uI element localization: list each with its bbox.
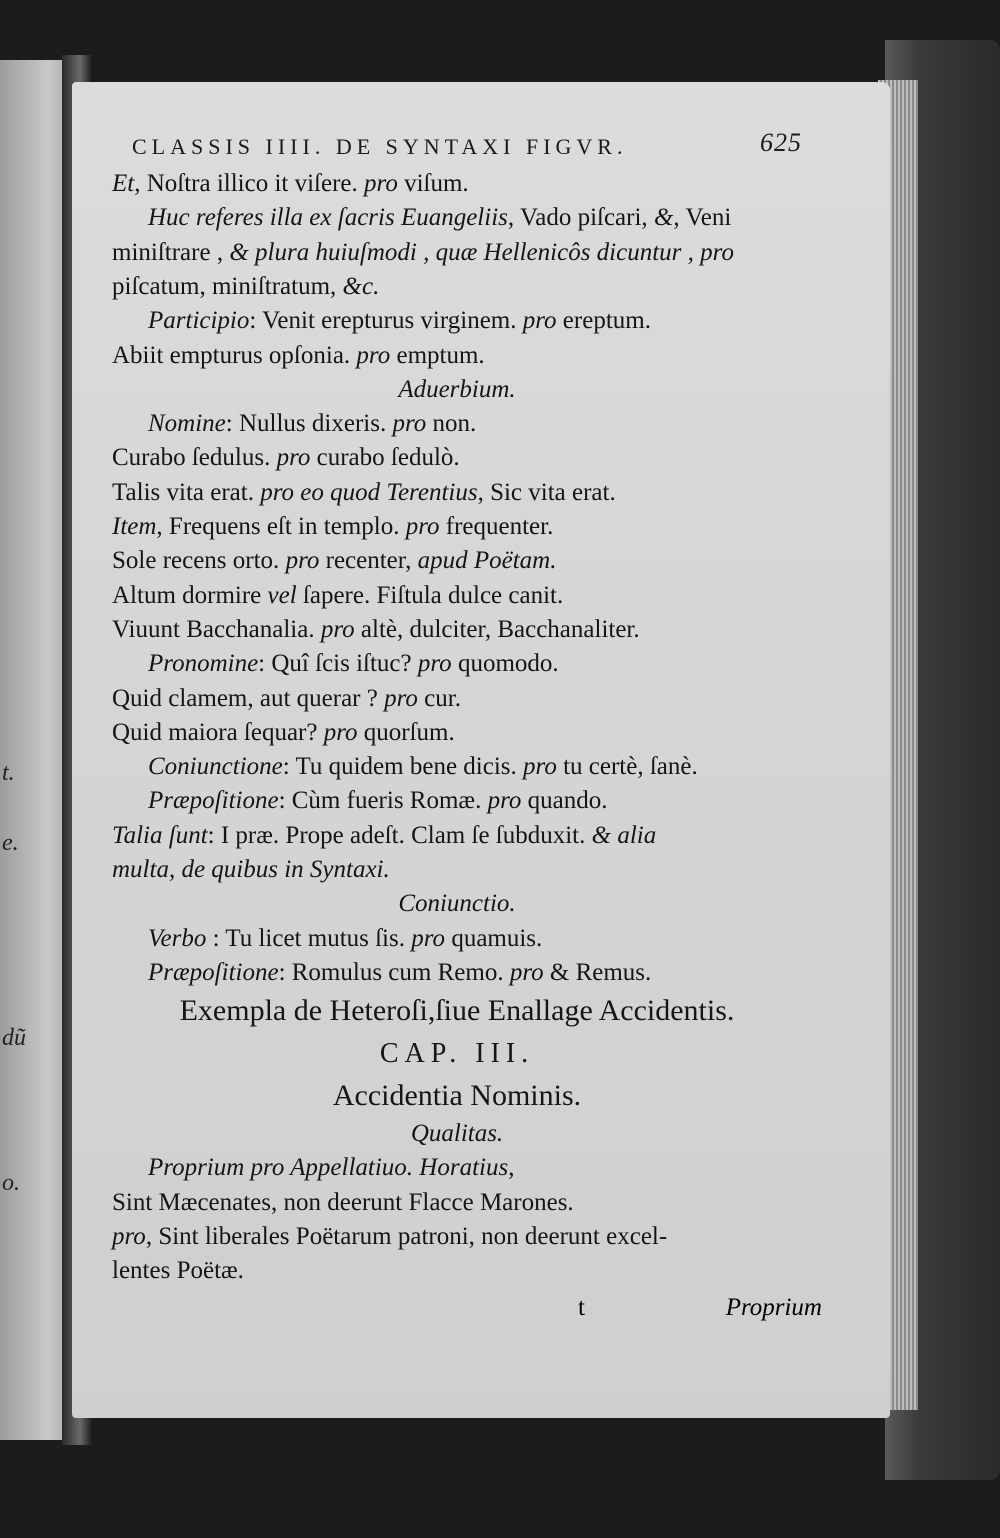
italic-run: Qualitas. xyxy=(410,1120,504,1148)
text-run: : Quî ſcis iſtuc? xyxy=(258,650,418,678)
text-run: quomodo. xyxy=(451,650,559,678)
italic-run: Proprium pro Appellatiuo. Horatius xyxy=(148,1154,509,1182)
text-line xyxy=(112,820,802,852)
text-run: : I præ. Prope adeſt. Clam ſe ſubduxit. xyxy=(207,821,592,849)
text-run: , Vado piſcari, xyxy=(507,204,654,232)
text-line xyxy=(112,888,802,920)
text-run: curabo ſedulò. xyxy=(310,444,460,472)
text-run: quamuis. xyxy=(445,924,543,952)
left-margin-fragment: dũ xyxy=(2,1025,26,1051)
text-line xyxy=(112,1038,802,1070)
text-run: tu certè, ſanè. xyxy=(556,753,698,781)
italic-run: Participio xyxy=(148,307,250,335)
text-line xyxy=(112,168,802,200)
left-margin-fragment: e. xyxy=(2,830,19,856)
italic-run: pro xyxy=(285,547,320,575)
signature-mark: t xyxy=(578,1294,585,1321)
italic-run: & alia xyxy=(591,821,657,849)
text-line xyxy=(112,854,802,886)
text-run: Quid clamem, aut querar ? xyxy=(112,684,385,712)
text-run: : Nullus dixeris. xyxy=(225,410,393,438)
text-run: Sole recens orto. xyxy=(112,547,286,575)
text-line xyxy=(112,717,802,749)
italic-run: Pronomine xyxy=(148,650,259,678)
text-run: cur. xyxy=(417,684,461,712)
text-line xyxy=(112,614,802,646)
text-line xyxy=(112,545,802,577)
italic-run: pro xyxy=(276,444,311,472)
text-line xyxy=(112,683,802,715)
text-run: altè, dulciter, Bacchanaliter. xyxy=(354,615,640,643)
text-line xyxy=(112,442,802,474)
text-line xyxy=(112,408,838,440)
italic-run: Item xyxy=(112,513,157,540)
text-line xyxy=(112,1118,802,1150)
left-margin-fragment: t. xyxy=(2,760,15,786)
italic-run: pro xyxy=(522,307,557,335)
italic-run: pro xyxy=(384,684,418,712)
text-run: miniſtrare , xyxy=(112,238,230,266)
text-run: Exempla de Heteroſi,ſiue Enallage Accidentis. xyxy=(179,994,735,1028)
text-run: , Frequens eſt in templo. xyxy=(156,513,406,540)
text-line xyxy=(112,511,802,543)
running-head-title: CLASSIS IIII. DE SYNTAXI FIGVR. xyxy=(132,134,628,159)
text-run: Accidentia Nominis. xyxy=(332,1078,582,1112)
text-run: CAP. III. xyxy=(379,1037,535,1069)
text-line xyxy=(112,1187,802,1219)
text-run: , xyxy=(508,1154,515,1182)
italic-run: pro xyxy=(320,615,355,643)
text-run: Viuunt Bacchanalia. xyxy=(112,615,321,643)
text-run: , Sic vita erat. xyxy=(477,478,616,506)
text-run: : Tu licet mutus ſis. xyxy=(206,924,412,952)
text-run: recenter, xyxy=(319,547,418,575)
italic-run: pro xyxy=(523,753,557,781)
italic-run: Præpoſitione xyxy=(148,958,279,986)
text-line xyxy=(112,957,838,989)
italic-run: & plura huiuſmodi , quæ Hellenicôs dicuntur , pro xyxy=(229,238,734,266)
text-line xyxy=(112,477,802,509)
text-run: : Tu quidem bene dicis. xyxy=(282,753,524,781)
text-line xyxy=(112,580,802,612)
page-footer xyxy=(112,1294,822,1334)
text-run: & Remus. xyxy=(543,958,652,986)
text-run: frequenter. xyxy=(439,513,554,540)
text-run: , Noſtra illico it viſere. xyxy=(134,170,365,197)
text-run: Curabo ſedulus. xyxy=(112,444,277,472)
text-line xyxy=(112,1221,802,1253)
italic-run: pro xyxy=(323,718,358,746)
text-run: Quid maiora ſequar? xyxy=(112,718,324,746)
text-run: quando. xyxy=(521,787,608,815)
italic-run: Præpoſitione xyxy=(148,787,279,815)
italic-run: pro xyxy=(417,650,452,678)
italic-run: pro xyxy=(509,958,544,986)
text-run: , Veni xyxy=(673,204,732,232)
text-line xyxy=(112,995,802,1027)
text-line xyxy=(112,1080,802,1112)
text-run: piſcatum, miniſtratum, xyxy=(112,272,343,300)
text-run: viſum. xyxy=(397,170,469,197)
italic-run: Et xyxy=(112,170,135,197)
text-run: : Venit erepturus virginem. xyxy=(249,307,523,335)
italic-run: & xyxy=(653,204,674,232)
italic-run: Verbo xyxy=(148,924,207,952)
text-run: ſapere. Fiſtula dulce canit. xyxy=(296,581,564,609)
italic-run: Nomine xyxy=(148,410,226,438)
text-run: Talis vita erat. xyxy=(112,478,261,506)
italic-run: vel xyxy=(267,581,297,609)
text-line xyxy=(112,648,838,680)
running-header xyxy=(132,128,802,164)
text-run: non. xyxy=(426,410,477,438)
text-run: emptum. xyxy=(390,341,485,369)
text-line xyxy=(112,237,802,269)
text-line xyxy=(112,305,838,337)
text-line xyxy=(112,751,838,783)
text-line xyxy=(112,923,838,955)
italic-run: pro xyxy=(405,513,440,540)
italic-run: apud Poëtam. xyxy=(417,547,557,575)
text-line xyxy=(112,340,802,372)
italic-run: Huc referes illa ex ſacris Euangeliis xyxy=(148,204,508,232)
italic-run: pro xyxy=(487,787,522,815)
italic-run: Coniunctione xyxy=(148,753,283,781)
italic-run: pro xyxy=(392,410,427,438)
left-margin-fragment: o. xyxy=(2,1170,20,1196)
italic-run: pro xyxy=(364,170,398,197)
italic-run: pro eo quod Terentius xyxy=(260,478,478,506)
italic-run: Talia ſunt xyxy=(112,821,208,849)
text-run: Sint Mæcenates, non deerunt Flacce Marones. xyxy=(112,1188,574,1216)
text-line xyxy=(112,374,802,406)
italic-run: Aduerbium. xyxy=(398,375,516,403)
italic-run: pro xyxy=(356,341,391,369)
text-run: lentes Poëtæ. xyxy=(112,1257,244,1285)
text-run: Altum dormire xyxy=(112,581,268,609)
italic-run: multa, de quibus in Syntaxi. xyxy=(112,856,390,883)
text-run: , Sint liberales Poëtarum patroni, non deerunt excel- xyxy=(145,1223,668,1250)
text-line xyxy=(112,202,838,234)
text-line xyxy=(112,271,802,303)
text-run: : Cùm fueris Romæ. xyxy=(278,787,488,815)
text-line xyxy=(112,785,838,817)
page-number: 625 xyxy=(760,128,802,157)
italic-run: Coniunctio. xyxy=(398,890,516,918)
italic-run: pro xyxy=(411,924,446,952)
italic-run: pro xyxy=(112,1223,146,1250)
text-run: quorſum. xyxy=(357,718,455,746)
text-run: Abiit empturus opſonia. xyxy=(112,341,357,369)
catchword: Proprium xyxy=(725,1294,822,1321)
text-run: : Romulus cum Remo. xyxy=(278,958,510,986)
text-run: ereptum. xyxy=(556,307,651,335)
text-line xyxy=(112,1255,802,1287)
text-line xyxy=(112,1152,838,1184)
italic-run: &c. xyxy=(342,272,380,300)
